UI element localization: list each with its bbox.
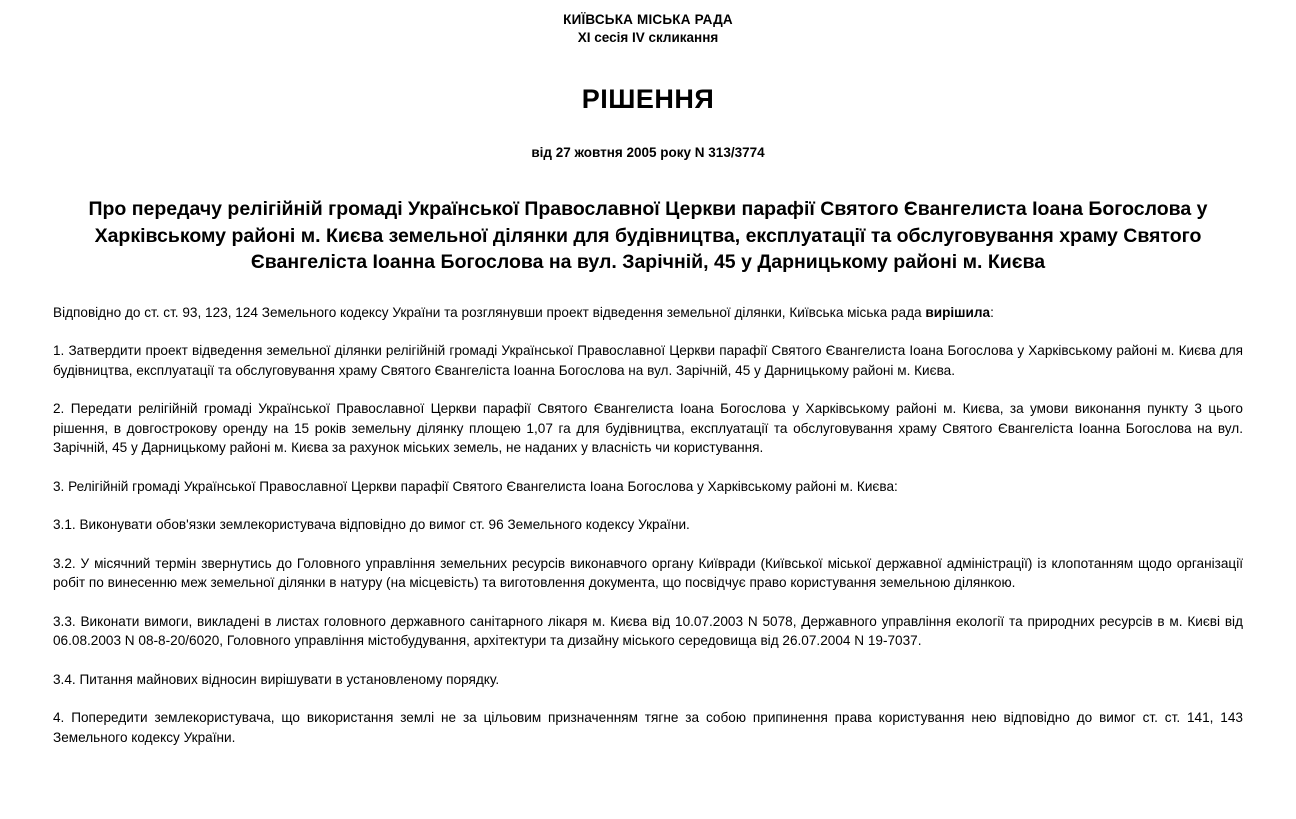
organization-name: КИЇВСЬКА МІСЬКА РАДА <box>563 12 733 27</box>
document-type-heading: РІШЕННЯ <box>581 84 715 114</box>
clause-3-4: 3.4. Питання майнових відносин вирішувати в установленому порядку. <box>53 671 500 687</box>
clause-3-3: 3.3. Виконати вимоги, викладені в листах головного державного санітарного лікаря м. Києва від 10.07.2003 N 5078, Державного управління екології та природних ресурсів в м. Києві від 06.08.2003 N 08-8-20/6020, Головного управління містобудування, архітектури та дизайну міського середовища від 26.07.2004 N 19-7037. <box>53 613 1243 648</box>
clause-3-2: 3.2. У місячний термін звернутись до Головного управління земельних ресурсів виконавчого органу Київради (Київської міської державної адміністрації) із клопотанням щодо організації робіт по винесенню меж земельної ділянки в натуру (на місцевість) та виготовлення документа, що посвідчує право користування земельною ділянкою. <box>53 555 1243 590</box>
preamble-text: Відповідно до ст. ст. 93, 123, 124 Земельного кодексу України та розглянувши проект відведення земельної ділянки, Київська міська рада <box>53 304 926 320</box>
clause-1: 1. Затвердити проект відведення земельної ділянки релігійній громаді Української Православної Церкви парафії Святого Євангелиста Іоана Богослова у Харківському районі м. Києва для будівництва, експлуатації та обслуговування храму Святого Євангеліста Іоанна Богослова на вул. Зарічній, 45 у Дарницькому районі м. Києва. <box>53 343 1243 378</box>
preamble-emphasis: вирішила <box>925 304 991 320</box>
clause-3: 3. Релігійній громаді Української Православної Церкви парафії Святого Євангелиста Іоана Богослова у Харківському районі м. Києва: <box>53 478 898 494</box>
document-body <box>53 303 1243 748</box>
preamble-tail: : <box>990 304 994 320</box>
preamble-paragraph <box>53 303 1243 323</box>
clause-3-1: 3.1. Виконувати обов'язки землекористувача відповідно до вимог ст. 96 Земельного кодексу України. <box>53 517 690 532</box>
session-subtitle: XI сесія IV скликання <box>577 30 719 45</box>
clause-4: 4. Попередити землекористувача, що використання землі не за цільовим призначенням тягне за собою припинення права користування нею відповідно до вимог ст. ст. 141, 143 Земельного кодексу України. <box>53 710 1243 745</box>
page-title: Про передачу релігійній громаді Української Православної Церкви парафії Святого Євангелиста Іоана Богослова у Харківському районі м. Києва земельної ділянки для будівництва, експлуатації та обслуговування храму Святого Євангеліста Іоанна Богослова на вул. Зарічній, 45 у Дарницькому районі м. Києва <box>88 198 1208 273</box>
document-date-number: від 27 жовтня 2005 року N 313/3774 <box>531 145 765 160</box>
document-page <box>53 0 1243 747</box>
clause-list <box>53 341 1243 747</box>
clause-2: 2. Передати релігійній громаді Української Православної Церкви парафії Святого Євангелиста Іоана Богослова у Харківському районі м. Києва, за умови виконання пункту 3 цього рішення, в довгострокову оренду на 15 років земельну ділянку площею 1,07 га для будівництва, експлуатації та обслуговування храму Святого Євангеліста Іоанна Богослова на вул. Зарічній, 45 у Дарницькому районі м. Києва за рахунок міських земель, не наданих у власність чи користування. <box>53 401 1243 455</box>
